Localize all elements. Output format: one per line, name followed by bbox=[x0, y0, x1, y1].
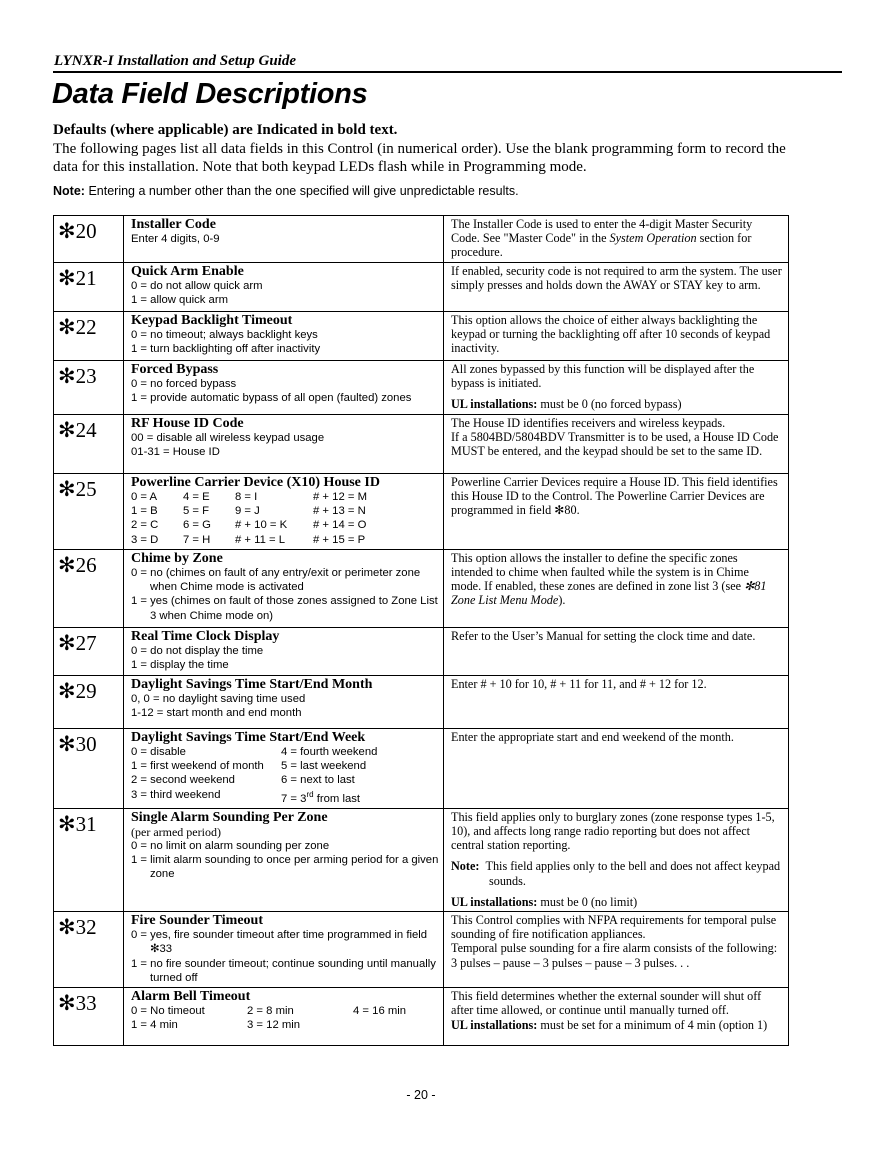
field-description: All zones bypassed by this function will be displayed after the bypass is initiated. UL installations: must be 0 (no forced bypass) bbox=[444, 361, 789, 415]
running-head: LYNXR-I Installation and Setup Guide bbox=[54, 53, 296, 69]
field-number: ✻21 bbox=[54, 263, 124, 312]
field-row bbox=[54, 361, 789, 415]
field-number: ✻25 bbox=[54, 473, 124, 549]
field-title: Fire Sounder Timeout bbox=[131, 912, 263, 928]
field-description: Enter # + 10 for 10, # + 11 for 11, and # + 12 for 12. bbox=[444, 675, 789, 728]
intro-note-text: Entering a number other than the one specified will give unpredictable results. bbox=[88, 184, 519, 198]
field-definition bbox=[124, 808, 444, 911]
field-number: ✻20 bbox=[54, 216, 124, 263]
field-option: 0 = do not display the time bbox=[131, 644, 264, 657]
field-number: ✻31 bbox=[54, 808, 124, 911]
field-number: ✻30 bbox=[54, 728, 124, 808]
field-number: ✻24 bbox=[54, 414, 124, 473]
field-description: The Installer Code is used to enter the 4-digit Master Security Code. See "Master Code" in the System Operation section for procedure. bbox=[444, 216, 789, 263]
field-note: Note: This field applies only to the bell and does not affect keypad sounds. bbox=[451, 859, 781, 888]
field-definition bbox=[124, 473, 444, 549]
field-definition bbox=[124, 988, 444, 1046]
field-row bbox=[54, 263, 789, 312]
page-title: Data Field Descriptions bbox=[52, 78, 368, 110]
field-option: 1 = limit alarm sounding to once per arming period for a given zone bbox=[131, 854, 439, 881]
intro-note-label: Note: bbox=[53, 184, 85, 198]
field-title: Daylight Savings Time Start/End Week bbox=[131, 729, 366, 745]
field-option: 1 = display the time bbox=[131, 659, 229, 672]
ul-label: UL installations: bbox=[451, 1017, 538, 1032]
field-description: The House ID identifies receivers and wireless keypads. If a 5804BD/5804BDV Transmitter is to be used, a House ID Code MUST be entered, and the keypad should be set to the same ID. bbox=[444, 414, 789, 473]
field-row bbox=[54, 808, 789, 911]
field-description: If enabled, security code is not required to arm the system. The user simply presses and holds down the AWAY or STAY key to arm. bbox=[444, 263, 789, 312]
field-option: 1 = turn backlighting off after inactivity bbox=[131, 343, 321, 356]
weekend-grid: 0 = disable 4 = fourth weekend 1 = first weekend of month 5 = last weekend 2 = second weekend 6 = next to last 3 = third weekend 7 = 3rd from last bbox=[131, 745, 378, 805]
field-subtitle: (per armed period) bbox=[131, 824, 221, 839]
field-row bbox=[54, 988, 789, 1046]
field-option: 1 = yes (chimes on fault of those zones assigned to Zone List 3 when Chime mode on) bbox=[131, 595, 438, 622]
intro-paragraph: The following pages list all data fields in this Control (in numerical order). Use the blank programming form to record the data for this installation. Note that both keypad LEDs flash while in Programming mode. bbox=[53, 141, 786, 175]
page-number: - 20 - bbox=[406, 1088, 436, 1102]
house-id-grid: 0 = A 4 = E 8 = I # + 12 = M 1 = B 5 = F 9 = J # + 13 = N 2 = C 6 = G # + 10 = K # + 14 = O 3 = D 7 = H # + 11 = L # + 15 = P bbox=[131, 490, 368, 546]
field-option: 0 = do not allow quick arm bbox=[131, 280, 263, 292]
field-definition bbox=[124, 216, 444, 263]
field-number: ✻22 bbox=[54, 312, 124, 361]
ul-label: UL installations: bbox=[451, 894, 538, 909]
bell-timeout-grid: 0 = No timeout 2 = 8 min 4 = 16 min 1 = 4 min 3 = 12 min bbox=[131, 1005, 407, 1032]
intro-note bbox=[53, 184, 519, 198]
field-title: Real Time Clock Display bbox=[131, 628, 280, 644]
field-description: This Control complies with NFPA requirements for temporal pulse sounding of fire notification appliances. Temporal pulse sounding for a fire alarm consists of the following: 3 pulses – pause – 3 pulses – pause – 3 pulses. . . bbox=[444, 911, 789, 987]
field-option: 0 = yes, fire sounder timeout after time programmed in field ✻33 bbox=[131, 928, 428, 956]
field-description: Powerline Carrier Devices require a House ID. This field identifies this House ID to the Control. The Powerline Carrier Devices are programmed in field ✻80. bbox=[444, 473, 789, 549]
field-description: Refer to the User’s Manual for setting the clock time and date. bbox=[444, 627, 789, 675]
field-number: ✻29 bbox=[54, 675, 124, 728]
field-description: This field determines whether the external sounder will shut off after time allowed, or continue until manually turned off. UL installations: must be set for a minimum of 4 min (option 1) bbox=[444, 988, 789, 1046]
field-title: Quick Arm Enable bbox=[131, 264, 244, 279]
field-number: ✻26 bbox=[54, 549, 124, 627]
field-definition bbox=[124, 414, 444, 473]
field-title: Forced Bypass bbox=[131, 362, 219, 377]
field-title: RF House ID Code bbox=[131, 415, 244, 431]
field-title: Powerline Carrier Device (X10) House ID bbox=[131, 474, 380, 490]
field-option: 00 = disable all wireless keypad usage bbox=[131, 431, 325, 444]
field-row bbox=[54, 675, 789, 728]
field-row bbox=[54, 549, 789, 627]
field-option: 1 = no fire sounder timeout; continue sounding until manually turned off bbox=[131, 957, 436, 984]
field-number: ✻23 bbox=[54, 361, 124, 415]
header-rule bbox=[53, 71, 842, 73]
field-option: 0 = no forced bypass bbox=[131, 378, 237, 390]
field-option: 01-31 = House ID bbox=[131, 445, 220, 458]
field-title: Daylight Savings Time Start/End Month bbox=[131, 676, 373, 692]
field-title: Alarm Bell Timeout bbox=[131, 989, 251, 1005]
field-option: 1-12 = start month and end month bbox=[131, 707, 302, 720]
field-number: ✻27 bbox=[54, 627, 124, 675]
field-number: ✻33 bbox=[54, 988, 124, 1046]
field-title: Single Alarm Sounding Per Zone bbox=[131, 809, 328, 825]
field-option: 1 = allow quick arm bbox=[131, 294, 229, 307]
field-row bbox=[54, 216, 789, 263]
field-row bbox=[54, 473, 789, 549]
ul-label: UL installations: bbox=[451, 397, 538, 412]
field-definition bbox=[124, 263, 444, 312]
field-row bbox=[54, 911, 789, 987]
field-option: Enter 4 digits, 0-9 bbox=[131, 233, 220, 245]
field-definition bbox=[124, 312, 444, 361]
field-description: This option allows the installer to define the specific zones intended to chime when faulted while the system is in Chime mode. If enabled, these zones are defined in zone list 3 (see ✻81 Zone List Menu Mode). bbox=[444, 549, 789, 627]
field-title: Chime by Zone bbox=[131, 550, 223, 566]
field-definition bbox=[124, 361, 444, 415]
data-field-table bbox=[53, 215, 789, 1046]
field-row bbox=[54, 312, 789, 361]
field-option: 1 = provide automatic bypass of all open (faulted) zones bbox=[131, 392, 412, 405]
field-row bbox=[54, 627, 789, 675]
field-definition bbox=[124, 911, 444, 987]
field-option: 0 = no limit on alarm sounding per zone bbox=[131, 839, 330, 852]
field-title: Installer Code bbox=[131, 217, 216, 232]
field-definition bbox=[124, 549, 444, 627]
field-row bbox=[54, 414, 789, 473]
field-definition bbox=[124, 728, 444, 808]
field-definition bbox=[124, 675, 444, 728]
field-description: This option allows the choice of either always backlighting the keypad or turning the backlighting off after 10 seconds of keypad inactivity. bbox=[444, 312, 789, 361]
field-description: This field applies only to burglary zones (zone response types 1-5, 10), and affects long range radio reporting but does not affect central station reporting. Note: This field applies only to the bell and does not affect keypad sounds. UL installations: must be 0 (no limit) bbox=[444, 808, 789, 911]
field-row bbox=[54, 728, 789, 808]
field-option: 0 = no timeout; always backlight keys bbox=[131, 329, 318, 341]
defaults-line: Defaults (where applicable) are Indicated in bold text. bbox=[53, 122, 398, 138]
field-number: ✻32 bbox=[54, 911, 124, 987]
field-title: Keypad Backlight Timeout bbox=[131, 313, 293, 328]
field-description: Enter the appropriate start and end weekend of the month. bbox=[444, 728, 789, 808]
field-option: 0 = no (chimes on fault of any entry/exit or perimeter zone when Chime mode is activated bbox=[131, 566, 421, 594]
field-option: 0, 0 = no daylight saving time used bbox=[131, 692, 306, 705]
field-definition bbox=[124, 627, 444, 675]
